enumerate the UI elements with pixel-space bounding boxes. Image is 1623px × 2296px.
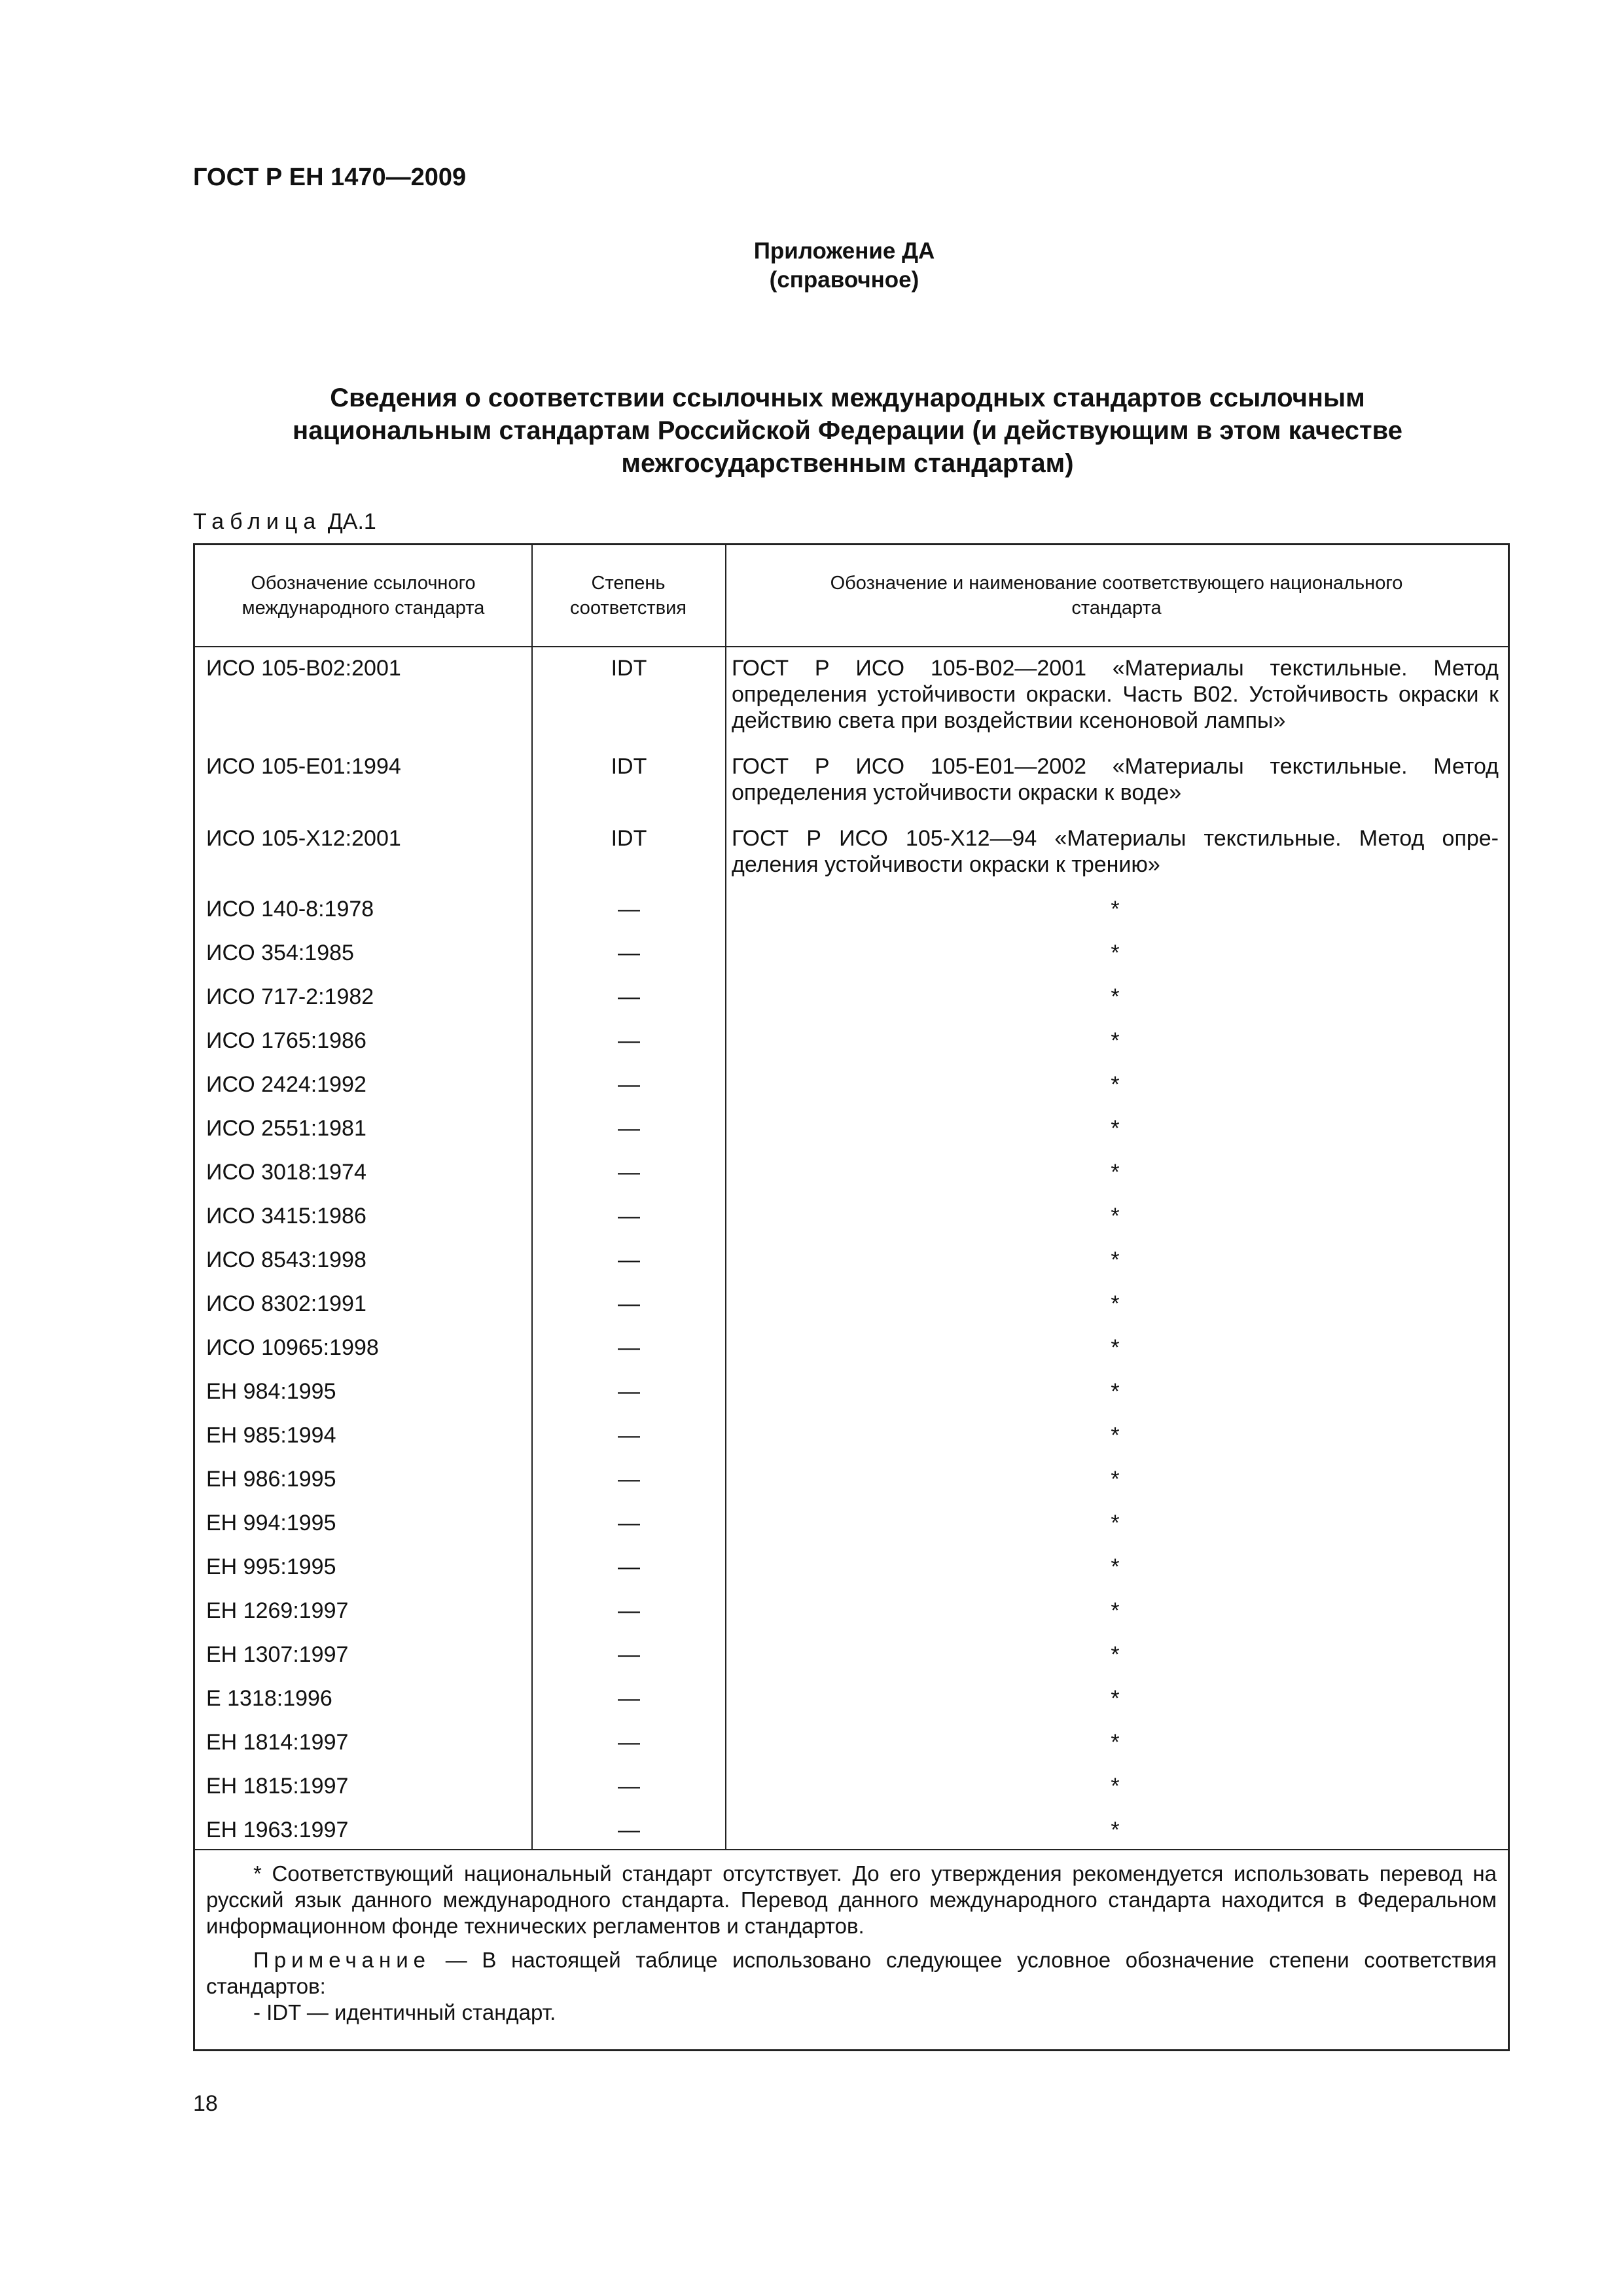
- national-standard: *: [1111, 1423, 1120, 1448]
- degree: —: [618, 941, 640, 965]
- reference-standard: ИСО 2551:1981: [206, 1116, 366, 1141]
- national-standard: *: [1111, 1511, 1120, 1535]
- reference-standard: ИСО 1765:1986: [206, 1028, 366, 1053]
- table-row: [195, 816, 1508, 887]
- degree: —: [618, 1160, 640, 1185]
- national-standard: *: [1111, 1774, 1120, 1799]
- table-note: [206, 1947, 1497, 2000]
- correspondence-table: [193, 543, 1510, 2051]
- table-row: [195, 887, 1508, 931]
- annex-status: (справочное): [769, 267, 919, 293]
- section-title: [249, 382, 1446, 480]
- title-line: Сведения о соответствии ссылочных международных стандартов ссылочным: [330, 384, 1365, 412]
- table-row: [195, 1545, 1508, 1588]
- table-row: [195, 1720, 1508, 1764]
- degree: —: [618, 1554, 640, 1579]
- national-standard: *: [1111, 1204, 1120, 1229]
- reference-standard: ИСО 2424:1992: [206, 1072, 366, 1097]
- table-row: [195, 646, 1508, 744]
- table-row: [195, 1062, 1508, 1106]
- reference-standard: ИСО 8543:1998: [206, 1247, 366, 1272]
- reference-standard: ИСО 3018:1974: [206, 1160, 366, 1185]
- degree: —: [618, 1774, 640, 1799]
- table-row: [195, 744, 1508, 816]
- national-standard: *: [1111, 1379, 1120, 1404]
- table-row: [195, 1150, 1508, 1194]
- degree: —: [618, 1423, 640, 1448]
- table-body: [195, 646, 1508, 1852]
- national-standard: *: [1111, 1072, 1120, 1097]
- national-standard: ГОСТ Р ИСО 105-В02—2001 «Материалы текстильные. Метод определения устойчивости окраски. Часть В02. Устойчивость окраски к действию света при воздействии ксеноновой лампы»: [732, 656, 1499, 733]
- degree: IDT: [611, 826, 647, 851]
- table-row: [195, 975, 1508, 1018]
- national-standard: *: [1111, 1818, 1120, 1842]
- table-row: [195, 1413, 1508, 1457]
- national-standard: *: [1111, 1028, 1120, 1053]
- table-row: [195, 1501, 1508, 1545]
- national-standard: *: [1111, 1335, 1120, 1360]
- note-text: — В настоящей таблице использовано следующее условное обозначение степени соответствия стандартов:: [206, 1948, 1497, 1998]
- table-row: [195, 1808, 1508, 1852]
- degree: —: [618, 1335, 640, 1360]
- table-row: [195, 1325, 1508, 1369]
- reference-standard: ЕН 995:1995: [206, 1554, 336, 1579]
- degree: —: [618, 1116, 640, 1141]
- national-standard: *: [1111, 1291, 1120, 1316]
- national-standard: *: [1111, 897, 1120, 922]
- table-label-prefix: Таблица: [193, 509, 322, 534]
- reference-standard: ЕН 994:1995: [206, 1511, 336, 1535]
- national-standard: ГОСТ Р ИСО 105-Е01—2002 «Материалы текстильные. Метод определения устойчивости окраски к воде»: [732, 754, 1499, 805]
- degree: IDT: [611, 754, 647, 779]
- table-row: [195, 1194, 1508, 1238]
- note-label: Примечание: [253, 1948, 431, 1972]
- table-row: [195, 1282, 1508, 1325]
- degree: —: [618, 1598, 640, 1623]
- reference-standard: ЕН 1963:1997: [206, 1818, 349, 1842]
- title-line: межгосударственным стандартам): [621, 449, 1074, 478]
- national-standard: *: [1111, 1160, 1120, 1185]
- header-col-degree: Степень соответствия: [569, 573, 687, 619]
- reference-standard: ИСО 8302:1991: [206, 1291, 366, 1316]
- reference-standard: ИСО 105-Е01:1994: [206, 754, 401, 779]
- reference-standard: ЕН 984:1995: [206, 1379, 336, 1404]
- national-standard: *: [1111, 1598, 1120, 1623]
- reference-standard: ЕН 1815:1997: [206, 1774, 349, 1799]
- table-row: [195, 931, 1508, 975]
- reference-standard: ИСО 354:1985: [206, 941, 354, 965]
- national-standard: *: [1111, 1467, 1120, 1492]
- reference-standard: ЕН 986:1995: [206, 1467, 336, 1492]
- national-standard: *: [1111, 984, 1120, 1009]
- national-standard: *: [1111, 941, 1120, 965]
- national-standard: *: [1111, 1116, 1120, 1141]
- reference-standard: ЕН 1269:1997: [206, 1598, 349, 1623]
- degree: —: [618, 1028, 640, 1053]
- reference-standard: ИСО 10965:1998: [206, 1335, 379, 1360]
- note-item: - IDT — идентичный стандарт.: [253, 2000, 556, 2024]
- degree: —: [618, 1686, 640, 1711]
- page-number: 18: [193, 2091, 218, 2116]
- table-row: [195, 1238, 1508, 1282]
- degree: —: [618, 1467, 640, 1492]
- table-row: [195, 1018, 1508, 1062]
- reference-standard: ЕН 1814:1997: [206, 1730, 349, 1755]
- national-standard: *: [1111, 1642, 1120, 1667]
- annex-title: Приложение ДА: [753, 238, 935, 264]
- reference-standard: ЕН 985:1994: [206, 1423, 336, 1448]
- document-code: ГОСТ Р ЕН 1470—2009: [193, 164, 467, 191]
- table-label: [193, 509, 376, 535]
- degree: —: [618, 1511, 640, 1535]
- degree: —: [618, 897, 640, 922]
- table-row: [195, 1106, 1508, 1150]
- table-footnotes: [195, 1849, 1508, 2026]
- national-standard: *: [1111, 1554, 1120, 1579]
- degree: —: [618, 1642, 640, 1667]
- reference-standard: Е 1318:1996: [206, 1686, 332, 1711]
- degree: —: [618, 1730, 640, 1755]
- national-standard: *: [1111, 1730, 1120, 1755]
- degree: —: [618, 1291, 640, 1316]
- reference-standard: ИСО 105-Х12:2001: [206, 826, 401, 851]
- reference-standard: ИСО 717-2:1982: [206, 984, 374, 1009]
- degree: —: [618, 984, 640, 1009]
- title-line: национальным стандартам Российской Федерации (и действующим в этом качестве: [293, 416, 1402, 445]
- header-col-national: Обозначение и наименование соответствующего национального стандарта: [830, 573, 1403, 619]
- national-standard: *: [1111, 1247, 1120, 1272]
- degree: —: [618, 1379, 640, 1404]
- degree: —: [618, 1072, 640, 1097]
- reference-standard: ИСО 105-В02:2001: [206, 656, 401, 681]
- table-row: [195, 1764, 1508, 1808]
- table-row: [195, 1588, 1508, 1632]
- header-col-reference: Обозначение ссылочного международного стандарта: [241, 573, 485, 619]
- reference-standard: ИСО 3415:1986: [206, 1204, 366, 1229]
- footnote-text: * Соответствующий национальный стандарт отсутствует. До его утверждения рекомендуется использовать перевод на русский язык данного международного стандарта. Перевод данного международного стандарта находится в Федеральном информационном фонде технических регламентов и стандартов.: [206, 1861, 1497, 1938]
- degree: —: [618, 1247, 640, 1272]
- annex-heading: [0, 237, 1623, 295]
- reference-standard: ЕН 1307:1997: [206, 1642, 349, 1667]
- table-row: [195, 1632, 1508, 1676]
- degree: —: [618, 1204, 640, 1229]
- table-row: [195, 1457, 1508, 1501]
- national-standard: *: [1111, 1686, 1120, 1711]
- degree: IDT: [611, 656, 647, 681]
- degree: —: [618, 1818, 640, 1842]
- table-label-number: ДА.1: [327, 509, 376, 534]
- reference-standard: ИСО 140-8:1978: [206, 897, 374, 922]
- table-row: [195, 1676, 1508, 1720]
- national-standard: ГОСТ Р ИСО 105-Х12—94 «Материалы текстильные. Метод опре-деления устойчивости окраски к трению»: [732, 826, 1499, 877]
- table-row: [195, 1369, 1508, 1413]
